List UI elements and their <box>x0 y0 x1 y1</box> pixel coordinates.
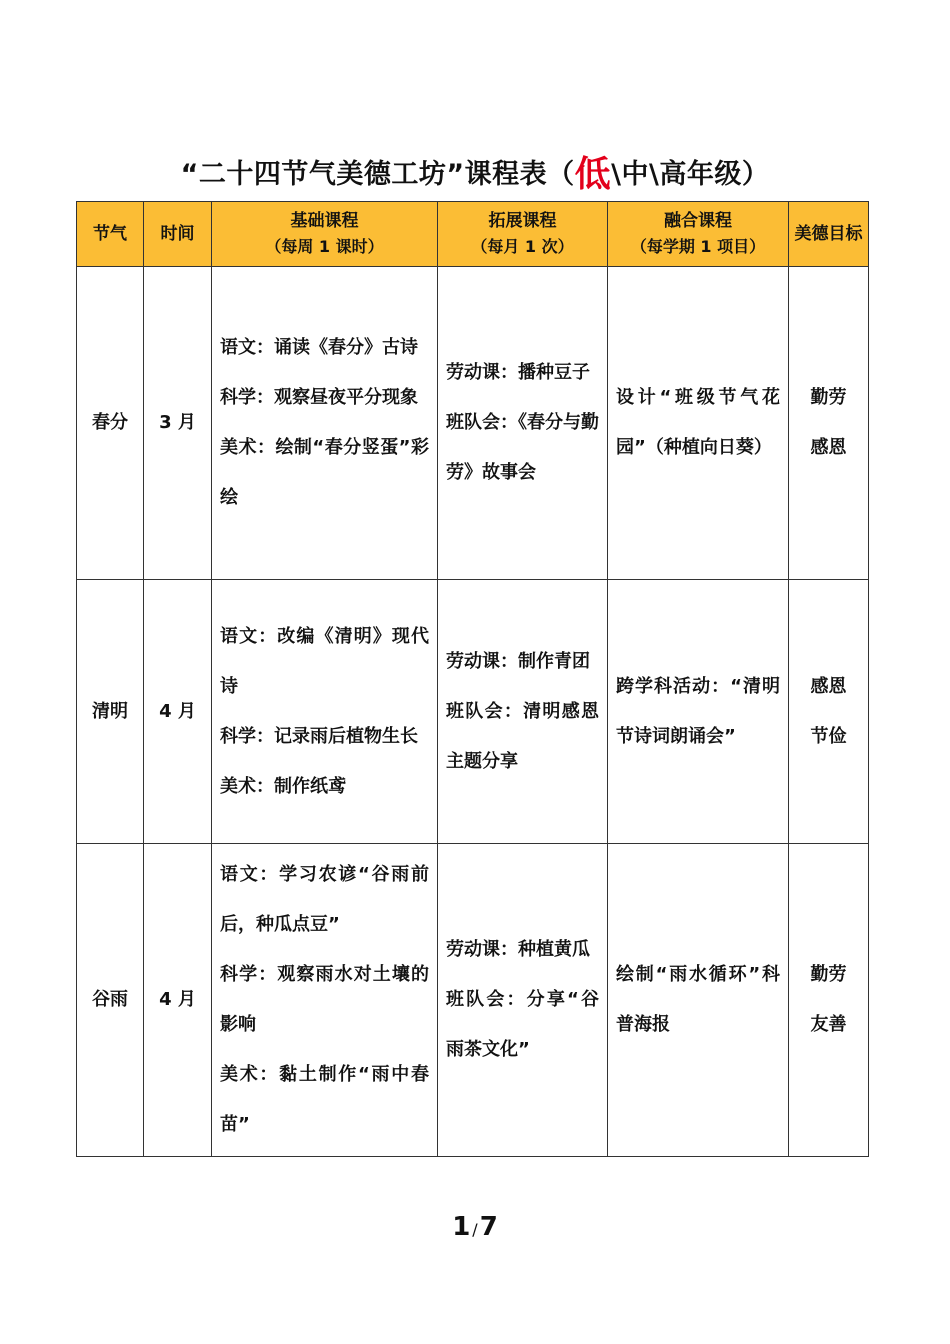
cell-term: 春分 <box>77 267 144 580</box>
title-before: “二十四节气美德工坊”课程表（ <box>180 159 575 190</box>
header-fusion-course: 融合课程 （每学期 1 项目） <box>608 202 789 267</box>
cell-time: 4 月 <box>144 580 212 844</box>
document-title <box>0 146 950 197</box>
title-after: \中\高年级） <box>611 159 770 190</box>
cell-virtue: 勤劳 感恩 <box>789 267 869 580</box>
page-number <box>0 1212 950 1242</box>
cell-extended: 劳动课：播种豆子 班队会：《春分与勤劳》故事会 <box>438 267 608 580</box>
title-highlight: 低 <box>574 154 612 195</box>
cell-virtue: 勤劳 友善 <box>789 844 869 1157</box>
cell-fusion: 设计“班级节气花园”（种植向日葵） <box>608 267 789 580</box>
cell-fusion: 跨学科活动：“清明节诗词朗诵会” <box>608 580 789 844</box>
table-row <box>77 844 869 1157</box>
cell-virtue: 感恩 节俭 <box>789 580 869 844</box>
cell-basic: 语文：诵读《春分》古诗 科学：观察昼夜平分现象 美术：绘制“春分竖蛋”彩绘 <box>212 267 438 580</box>
header-extended-course: 拓展课程 （每月 1 次） <box>438 202 608 267</box>
header-virtue-goal: 美德目标 <box>789 202 869 267</box>
cell-extended: 劳动课：制作青团 班队会：清明感恩主题分享 <box>438 580 608 844</box>
table-header-row <box>77 202 869 267</box>
cell-term: 清明 <box>77 580 144 844</box>
page-separator: / <box>472 1220 478 1239</box>
table-row <box>77 580 869 844</box>
cell-extended: 劳动课：种植黄瓜 班队会：分享“谷雨茶文化” <box>438 844 608 1157</box>
cell-time: 3 月 <box>144 267 212 580</box>
cell-fusion: 绘制“雨水循环”科普海报 <box>608 844 789 1157</box>
header-term: 节气 <box>77 202 144 267</box>
header-basic-course: 基础课程 （每周 1 课时） <box>212 202 438 267</box>
table-row <box>77 267 869 580</box>
cell-basic: 语文：改编《清明》现代诗 科学：记录雨后植物生长 美术：制作纸鸢 <box>212 580 438 844</box>
cell-basic: 语文：学习农谚“谷雨前后，种瓜点豆” 科学：观察雨水对土壤的影响 美术：黏土制作“雨中春苗” <box>212 844 438 1157</box>
cell-time: 4 月 <box>144 844 212 1157</box>
cell-term: 谷雨 <box>77 844 144 1157</box>
course-schedule-table <box>76 201 869 1157</box>
page-total: 7 <box>479 1212 498 1242</box>
header-time: 时间 <box>144 202 212 267</box>
page-current: 1 <box>452 1212 471 1242</box>
